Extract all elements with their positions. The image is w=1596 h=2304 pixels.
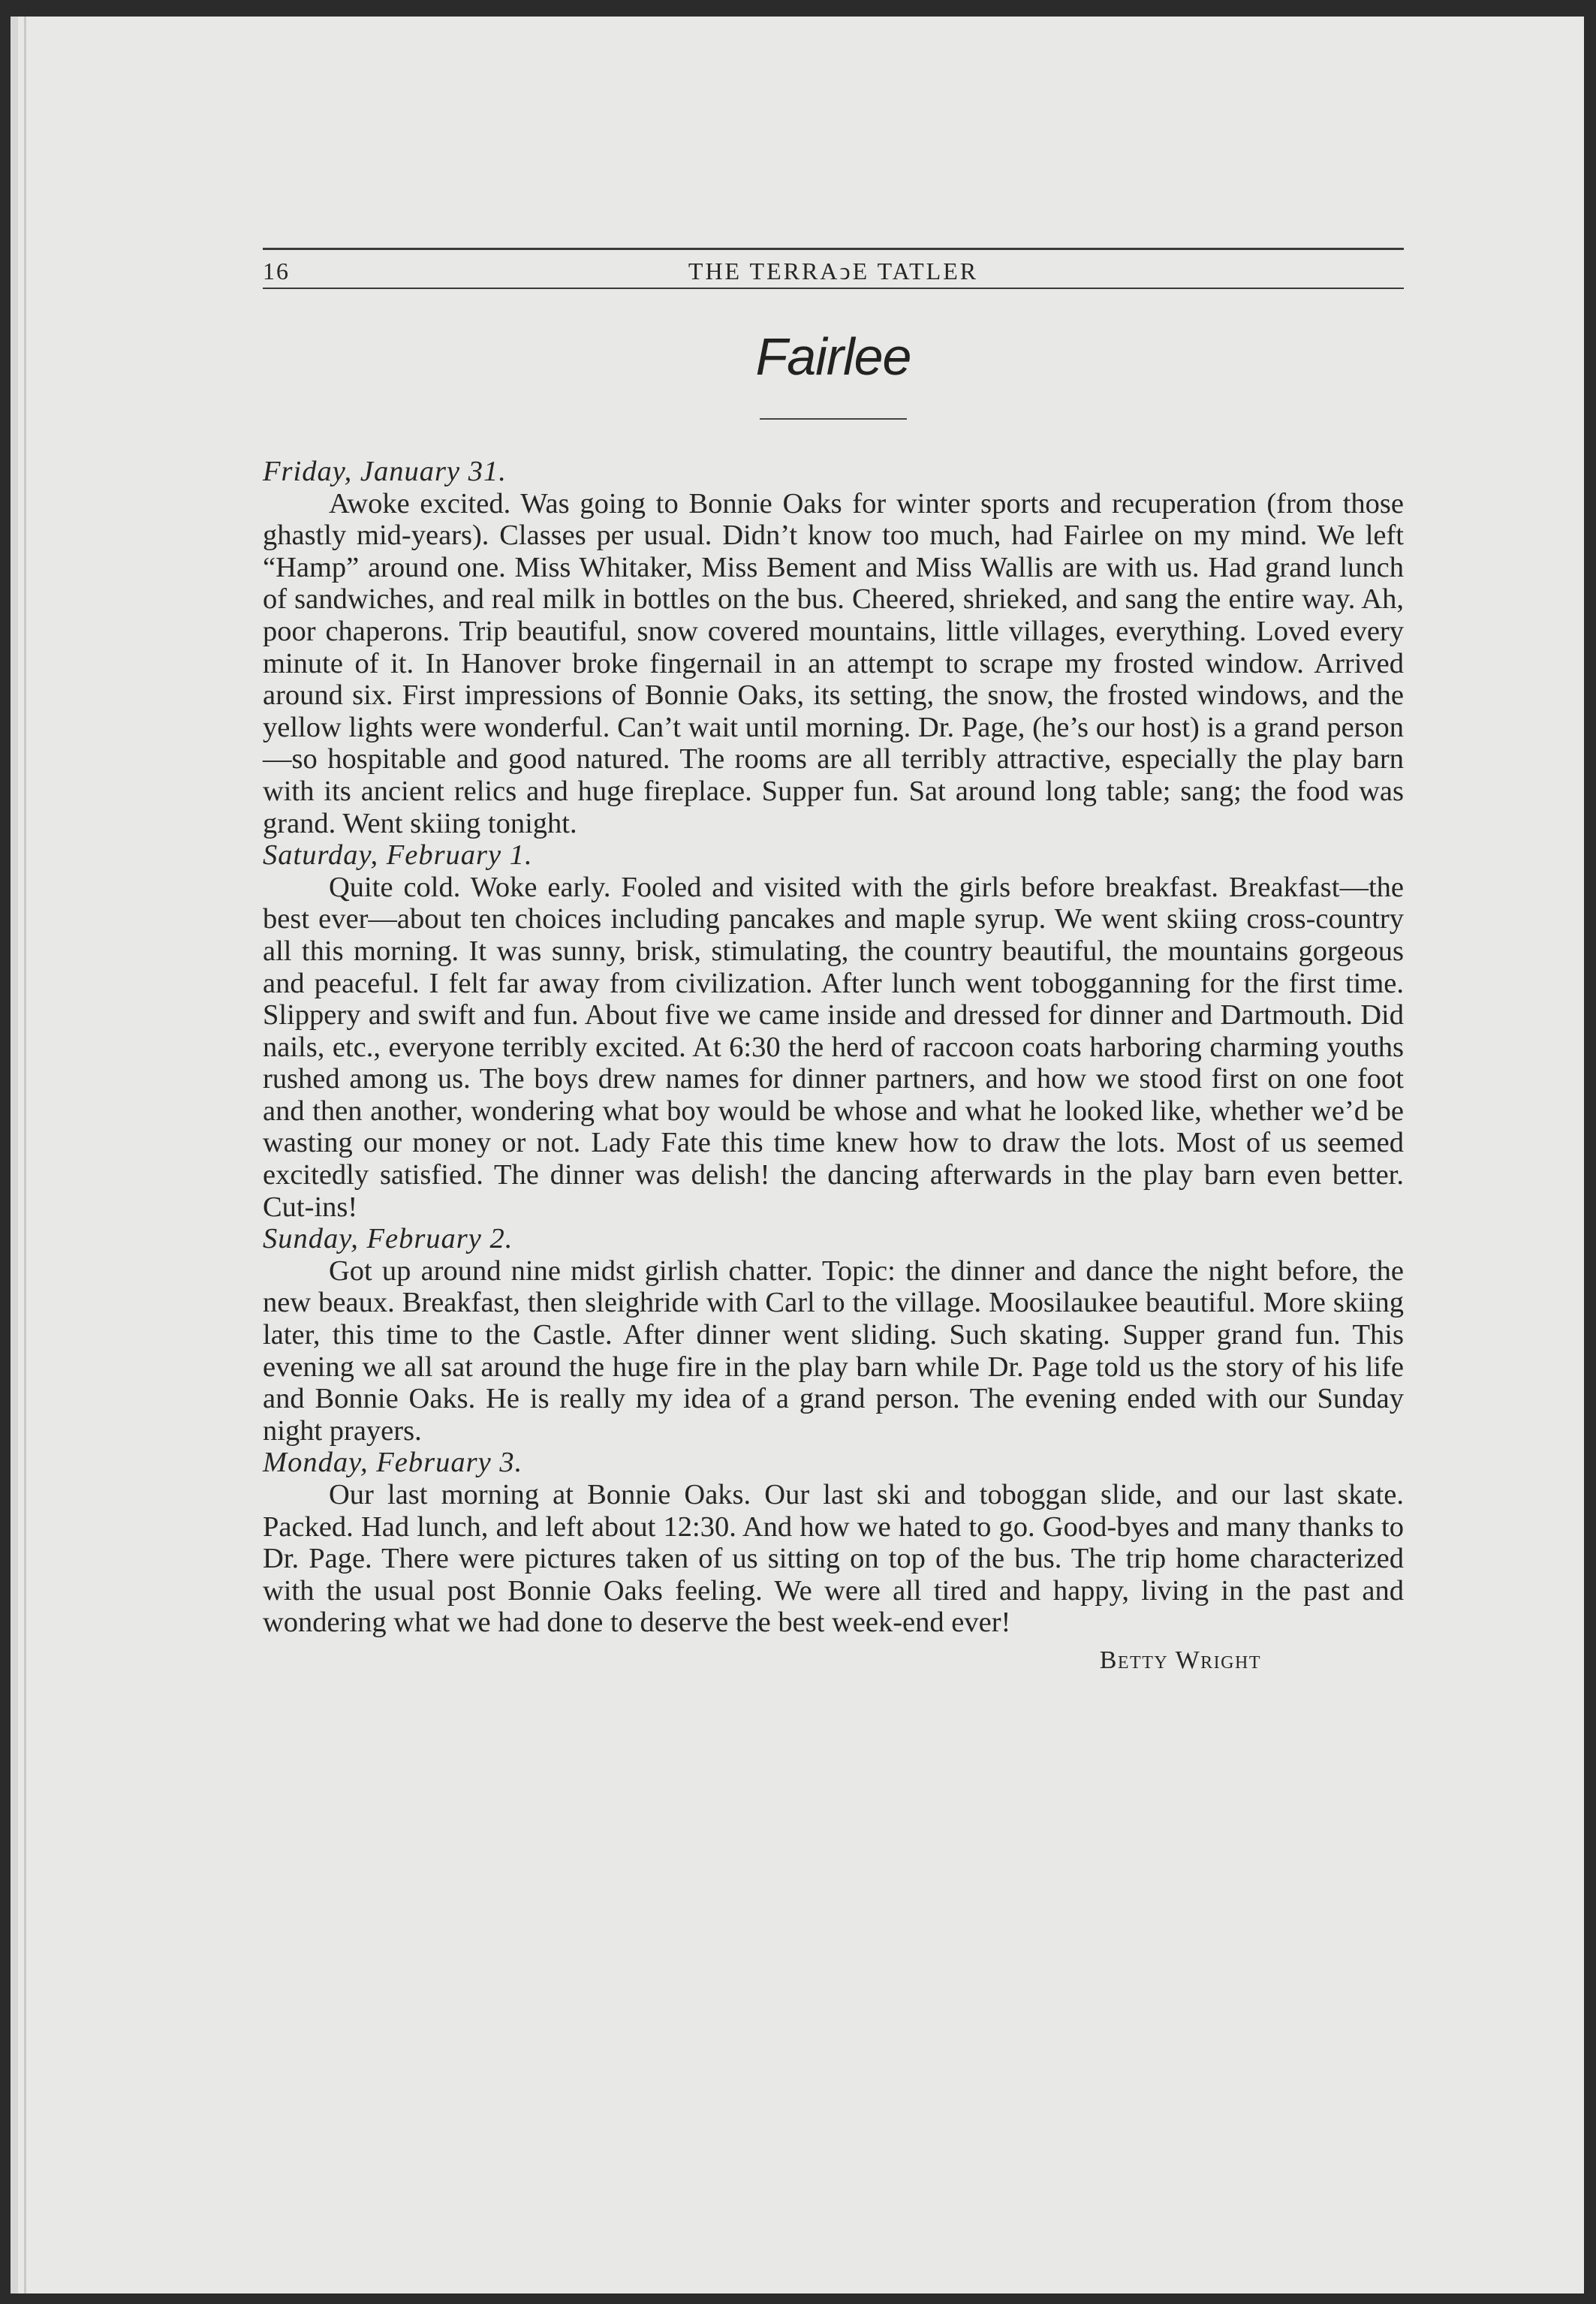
running-head	[263, 250, 1404, 288]
title-divider	[760, 418, 907, 420]
entry-date: Sunday, February 2.	[263, 1223, 513, 1255]
diary-entry	[263, 456, 1404, 839]
entry-text: Our last morning at Bonnie Oaks. Our last ski and toboggan slide, and our last skate. Packed. Had lunch, and left about 12:30. And how we hated to go. Good-byes and many thanks to Dr. Page. There were pictures taken of us sitting on top of the bus. The trip home characterized with the usual post Bonnie Oaks feeling. We were all tired and happy, living in the past and wondering what we had done to deserve the best week-end ever!	[263, 1479, 1404, 1639]
article-title: Fairlee	[755, 327, 911, 386]
page-content	[263, 248, 1404, 1677]
entry-date: Monday, February 3.	[263, 1447, 523, 1479]
diary-entry	[263, 1223, 1404, 1447]
entry-text: Awoke excited. Was going to Bonnie Oaks for winter sports and recuperation (from those ghastly mid-years). Classes per usual. Didn’t know too much, had Fairlee on my mind. We left “Hamp” around one. Miss Whitaker, Miss Bement and Miss Wallis are with us. Had grand lunch of sandwiches, and real milk in bottles on the bus. Cheered, shrieked, and sang the entire way. Ah, poor chaperons. Trip beautiful, snow covered mountains, little villages, everything. Loved every minute of it. In Hanover broke fingernail in an attempt to scrape my frosted window. Arrived around six. First impressions of Bonnie Oaks, its setting, the snow, the frosted windows, and the yellow lights were wonderful. Can’t wait until morning. Dr. Page, (he’s our host) is a grand person—so hospitable and good natured. The rooms are all terribly attractive, especially the play barn with its ancient relics and huge fireplace. Supper fun. Sat around long table; sang; the food was grand. Went skiing tonight.	[263, 487, 1404, 839]
header-bottom-rule	[263, 288, 1404, 289]
diary-entry	[263, 1447, 1404, 1639]
entry-date: Saturday, February 1.	[263, 839, 533, 872]
author-signature: Betty Wright	[1099, 1646, 1261, 1674]
entry-date: Friday, January 31.	[263, 456, 507, 487]
page-sheet	[11, 17, 1584, 2293]
journal-title: THE TERRAↄE TATLER	[688, 258, 979, 285]
entry-text: Got up around nine midst girlish chatter. Topic: the dinner and dance the night before, the new beaux. Breakfast, then sleighride with Carl to the village. Moosilaukee beautiful. More skiing later, this time to the Castle. After dinner went sliding. Such skating. Supper grand fun. This evening we all sat around the huge fire in the play barn while Dr. Page told us the story of his life and Bonnie Oaks. He is really my idea of a grand person. The evening ended with our Sunday night prayers.	[263, 1254, 1404, 1447]
entry-text: Quite cold. Woke early. Fooled and visited with the girls before breakfast. Breakfast—the best ever—about ten choices including pancakes and maple syrup. We went skiing cross-country all this morning. It was sunny, brisk, stimulating, the country beautiful, the mountains gorgeous and peaceful. I felt far away from civilization. After lunch went tobogganning for the first time. Slippery and swift and fun. About five we came inside and dressed for dinner and Dartmouth. Did nails, etc., everyone terribly excited. At 6:30 the herd of raccoon coats harboring charming youths rushed among us. The boys drew names for dinner partners, and how we stood first on one foot and then another, wondering what boy would be whose and what he looked like, whether we’d be wasting our money or not. Lady Fate this time knew how to draw the lots. Most of us seemed excitedly satisfied. The dinner was delish! the dancing afterwards in the play barn even better. Cut-ins!	[263, 871, 1404, 1223]
diary-entry	[263, 839, 1404, 1223]
diary-entries	[263, 456, 1404, 1677]
page-number: 16	[263, 258, 290, 285]
